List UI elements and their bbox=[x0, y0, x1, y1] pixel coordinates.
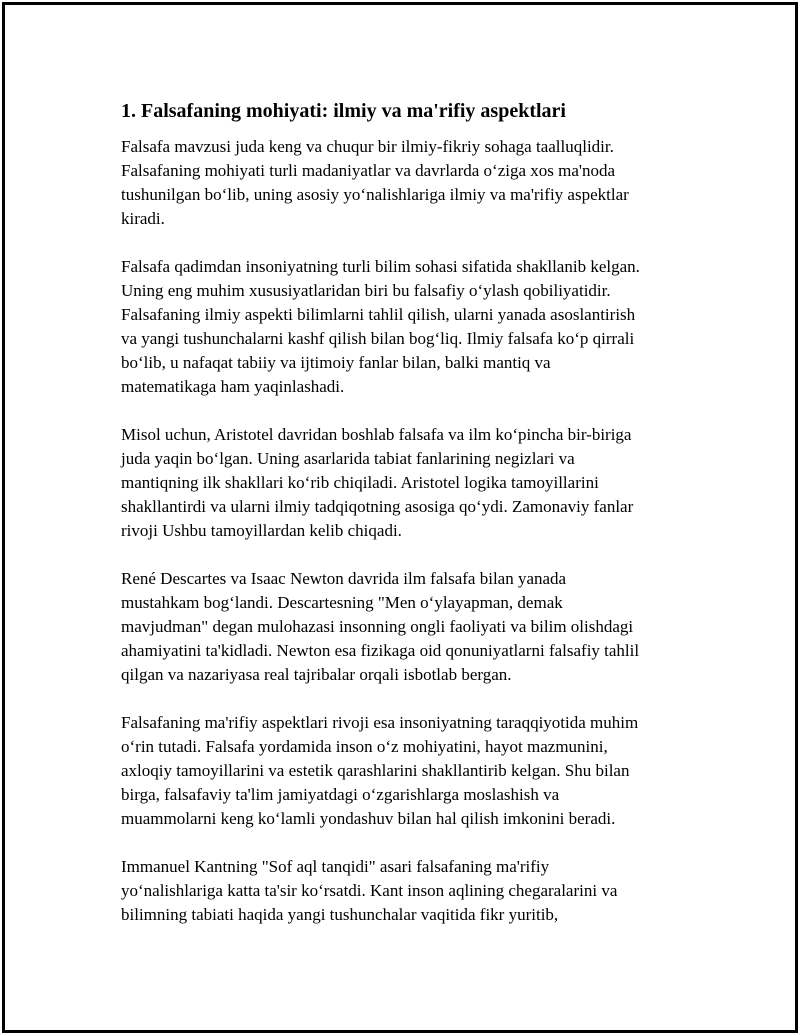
text-line: qilgan va nazariyasa real tajribalar orqali isbotlab bergan. bbox=[121, 665, 512, 684]
paragraph-2 bbox=[121, 255, 691, 399]
text-line: oʻrin tutadi. Falsafa yordamida inson oʻz mohiyatini, hayot mazmunini, bbox=[121, 737, 608, 756]
text-line: Falsafa mavzusi juda keng va chuqur bir ilmiy-fikriy sohaga taalluqlidir. bbox=[121, 137, 614, 156]
text-line: Uning eng muhim xususiyatlaridan biri bu falsafiy oʻylash qobiliyatidir. bbox=[121, 281, 611, 300]
text-line: ahamiyatini ta'kidladi. Newton esa fizikaga oid qonuniyatlarni falsafiy tahlil bbox=[121, 641, 640, 660]
paragraph-5 bbox=[121, 711, 691, 831]
page-frame bbox=[2, 2, 798, 1033]
text-line: kiradi. bbox=[121, 209, 165, 228]
text-line: bilimning tabiati haqida yangi tushunchalar vaqitida fikr yuritib, bbox=[121, 905, 559, 924]
section-heading: 1. Falsafaning mohiyati: ilmiy va ma'rifiy aspektlari bbox=[121, 100, 566, 122]
text-line: matematikaga ham yaqinlashadi. bbox=[121, 377, 345, 396]
paragraph-3 bbox=[121, 423, 691, 543]
text-line: shakllantirdi va ularni ilmiy tadqiqotning asosiga qoʻydi. Zamonaviy fanlar bbox=[121, 497, 634, 516]
text-line: Falsafaning ilmiy aspekti bilimlarni tahlil qilish, ularni yanada asoslantirish bbox=[121, 305, 636, 324]
text-line: rivoji Ushbu tamoyillardan kelib chiqadi. bbox=[121, 521, 402, 540]
text-line: Falsafa qadimdan insoniyatning turli bilim sohasi sifatida shakllanib kelgan. bbox=[121, 257, 640, 276]
text-line: axloqiy tamoyillarini va estetik qarashlarini shakllantirib kelgan. Shu bilan bbox=[121, 761, 630, 780]
text-line: yoʻnalishlariga katta ta'sir koʻrsatdi. Kant inson aqlining chegaralarini va bbox=[121, 881, 618, 900]
text-line: mustahkam bogʻlandi. Descartesning "Men oʻylayapman, demak bbox=[121, 593, 563, 612]
paragraph-4 bbox=[121, 567, 691, 687]
paragraph-6 bbox=[121, 855, 691, 927]
text-line: birga, falsafaviy ta'lim jamiyatdagi oʻzgarishlarga moslashish va bbox=[121, 785, 560, 804]
text-line: juda yaqin boʻlgan. Uning asarlarida tabiat fanlarining negizlari va bbox=[121, 449, 575, 468]
text-line: muammolarni keng koʻlamli yondashuv bilan hal qilish imkonini beradi. bbox=[121, 809, 616, 828]
text-line: Falsafaning mohiyati turli madaniyatlar va davrlarda oʻziga xos ma'noda bbox=[121, 161, 616, 180]
text-line: mantiqning ilk shakllari koʻrib chiqiladi. Aristotel logika tamoyillarini bbox=[121, 473, 599, 492]
text-line: René Descartes va Isaac Newton davrida ilm falsafa bilan yanada bbox=[121, 569, 567, 588]
paragraph-1 bbox=[121, 135, 691, 231]
text-line: mavjudman" degan mulohazasi insonning ongli faoliyati va bilim olishdagi bbox=[121, 617, 634, 636]
text-line: tushunilgan boʻlib, uning asosiy yoʻnalishlariga ilmiy va ma'rifiy aspektlar bbox=[121, 185, 629, 204]
text-line: Misol uchun, Aristotel davridan boshlab falsafa va ilm koʻpincha bir-biriga bbox=[121, 425, 632, 444]
text-line: va yangi tushunchalarni kashf qilish bilan bogʻliq. Ilmiy falsafa koʻp qirrali bbox=[121, 329, 635, 348]
text-line: boʻlib, u nafaqat tabiiy va ijtimoiy fanlar bilan, balki mantiq va bbox=[121, 353, 551, 372]
text-line: Falsafaning ma'rifiy aspektlari rivoji esa insoniyatning taraqqiyotida muhim bbox=[121, 713, 639, 732]
text-line: Immanuel Kantning "Sof aql tanqidi" asari falsafaning ma'rifiy bbox=[121, 857, 550, 876]
document-body bbox=[121, 97, 691, 951]
